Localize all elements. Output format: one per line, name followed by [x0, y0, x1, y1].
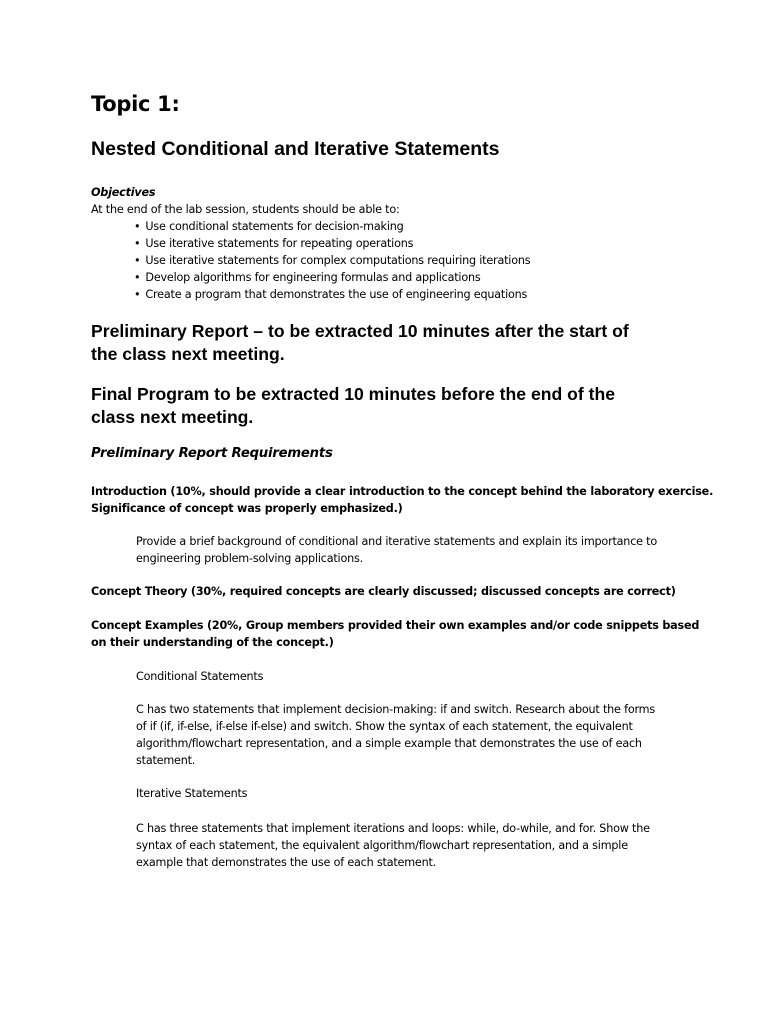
introduction-desc-line-1: Provide a brief background of conditional and iterative statements and explain its importance to: [136, 535, 658, 548]
introduction-line-1: Introduction (10%, should provide a clear introduction to the concept behind the laboratory exercise.: [91, 485, 714, 498]
iterative-line: example that demonstrates the use of each statement.: [136, 856, 437, 869]
iterative-line: syntax of each statement, the equivalent algorithm/flowchart representation, and a simple: [136, 839, 628, 852]
objectives-list: [134, 218, 530, 303]
introduction-line-2: Significance of concept was properly emphasized.): [91, 502, 403, 515]
concept-examples-line-2: on their understanding of the concept.): [91, 636, 334, 649]
list-item: • Use conditional statements for decision-making: [134, 218, 530, 235]
iterative-statements-heading: Iterative Statements: [136, 787, 248, 800]
conditional-line: statement.: [136, 754, 196, 767]
preliminary-report-notice: [91, 320, 629, 366]
iterative-statements-description: [136, 820, 650, 871]
list-item: • Use iterative statements for repeating operations: [134, 235, 530, 252]
introduction-description: [136, 533, 657, 567]
final-program-notice: [91, 383, 615, 429]
conditional-statements-description: [136, 701, 655, 769]
introduction-desc-line-2: engineering problem-solving applications.: [136, 552, 363, 565]
list-item: • Develop algorithms for engineering formulas and applications: [134, 269, 530, 286]
introduction-requirement: [91, 483, 713, 517]
concept-theory-requirement: Concept Theory (30%, required concepts are clearly discussed; discussed concepts are correct): [91, 585, 676, 598]
topic-heading: Topic 1:: [91, 92, 180, 116]
conditional-line: C has two statements that implement decision-making: if and switch. Research about the forms: [136, 703, 655, 716]
conditional-statements-heading: Conditional Statements: [136, 670, 264, 683]
list-item: • Use iterative statements for complex computations requiring iterations: [134, 252, 530, 269]
preliminary-notice-line-1: Preliminary Report – to be extracted 10 minutes after the start of: [91, 321, 629, 341]
final-notice-line-1: Final Program to be extracted 10 minutes before the end of the: [91, 384, 616, 404]
requirements-heading: Preliminary Report Requirements: [91, 446, 333, 461]
objectives-heading: Objectives: [91, 186, 156, 199]
preliminary-notice-line-2: the class next meeting.: [91, 344, 285, 364]
final-notice-line-2: class next meeting.: [91, 407, 254, 427]
concept-examples-requirement: [91, 617, 699, 651]
iterative-line: C has three statements that implement iterations and loops: while, do-while, and for. Show the: [136, 822, 650, 835]
objectives-intro: At the end of the lab session, students should be able to:: [91, 203, 400, 216]
conditional-line: algorithm/flowchart representation, and a simple example that demonstrates the use of each: [136, 737, 642, 750]
list-item: • Create a program that demonstrates the use of engineering equations: [134, 286, 530, 303]
concept-examples-line-1: Concept Examples (20%, Group members provided their own examples and/or code snippets based: [91, 619, 700, 632]
page-title: Nested Conditional and Iterative Statements: [91, 138, 500, 160]
conditional-line: of if (if, if-else, if-else if-else) and switch. Show the syntax of each statement, the equivalent: [136, 720, 633, 733]
